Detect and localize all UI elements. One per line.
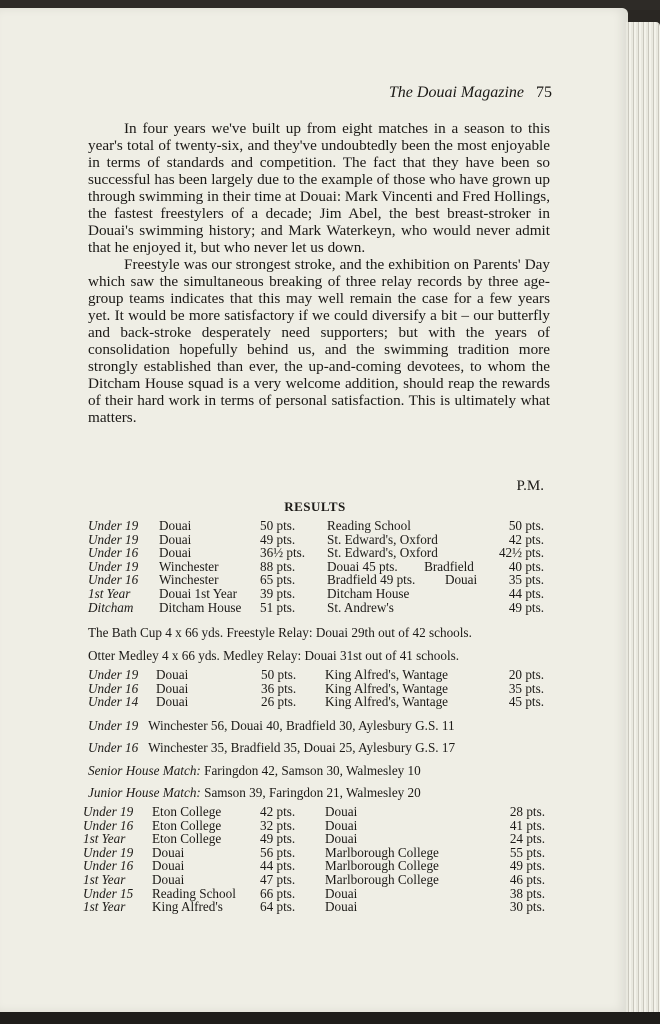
category: Under 16 <box>83 817 134 833</box>
away-score: 30 pts. <box>509 899 545 915</box>
home-team: Eton College <box>152 817 222 833</box>
away-score: 55 pts. <box>509 844 545 860</box>
magazine-title: The Douai Magazine <box>388 84 524 101</box>
home-team: Douai <box>156 694 189 710</box>
home-team: Ditcham House <box>159 599 242 615</box>
away-team: King Alfred's, Wantage <box>325 694 449 710</box>
away-score: 50 pts. <box>508 518 544 533</box>
otter-medley-line: Otter Medley 4 x 66 yds. Medley Relay: Douai 31st out of 41 schools. <box>88 648 460 663</box>
under-19-line <box>88 718 548 734</box>
home-team: Winchester <box>159 558 219 574</box>
results-heading: RESULTS <box>284 499 346 514</box>
result-row <box>83 805 545 819</box>
under-19-label: Under 19 <box>88 718 139 733</box>
away-score: 42½ pts. <box>498 545 544 561</box>
result-row <box>88 587 544 601</box>
away-score: 28 pts. <box>509 804 545 819</box>
result-row <box>83 819 545 833</box>
signature: P.M. <box>516 478 544 494</box>
away-score: 42 pts. <box>508 531 544 547</box>
away-team: St. Edward's, Oxford <box>327 545 438 561</box>
category: Ditcham <box>88 599 134 615</box>
running-header <box>389 84 552 102</box>
senior-house-label: Senior House Match: <box>88 763 201 778</box>
junior-house-line <box>88 785 548 801</box>
page-number: 75 <box>536 84 552 101</box>
away-score: 46 pts. <box>509 871 545 887</box>
home-score: 65 pts. <box>260 572 296 588</box>
junior-house-label: Junior House Match: <box>88 785 201 800</box>
home-score: 42 pts. <box>260 804 296 819</box>
category: Under 19 <box>88 667 139 682</box>
result-row <box>83 846 545 860</box>
category: Under 16 <box>88 572 139 588</box>
under-16-label: Under 16 <box>88 740 139 755</box>
home-team: Douai <box>156 680 189 696</box>
category: Under 19 <box>83 844 134 860</box>
home-score: 49 pts. <box>260 831 296 847</box>
category: Under 16 <box>88 680 139 696</box>
category: Under 16 <box>83 858 134 874</box>
result-row <box>88 573 544 587</box>
category: Under 15 <box>83 885 134 901</box>
category: Under 19 <box>88 518 139 533</box>
home-score: 26 pts. <box>261 694 297 710</box>
home-team: Reading School <box>152 885 236 901</box>
category: 1st Year <box>83 871 126 887</box>
home-team: Douai <box>152 858 185 874</box>
home-team: Douai <box>152 844 185 860</box>
away-team: Douai <box>325 804 358 819</box>
away-score: 24 pts. <box>509 831 545 847</box>
away-score: 35 pts. <box>508 680 544 696</box>
home-team: Douai <box>152 871 185 887</box>
away-team: Douai <box>325 817 358 833</box>
home-team: Douai 1st Year <box>159 585 238 601</box>
home-team: Eton College <box>152 804 222 819</box>
away-team: Douai <box>325 885 358 901</box>
away-team: St. Edward's, Oxford <box>327 531 438 547</box>
away-score: 45 pts. <box>508 694 544 710</box>
away-score: 38 pts. <box>509 885 545 901</box>
category: 1st Year <box>88 585 131 601</box>
home-team: King Alfred's <box>152 899 223 915</box>
junior-house-text: Samson 39, Faringdon 21, Walmesley 20 <box>204 785 421 800</box>
home-score: 39 pts. <box>260 585 296 601</box>
home-team: Winchester <box>159 572 219 588</box>
away-team: Douai 45 pts. Bradfield <box>327 558 474 574</box>
result-row <box>88 682 544 696</box>
home-score: 44 pts. <box>260 858 296 874</box>
home-score: 88 pts. <box>260 558 296 574</box>
scan-bottom-edge <box>0 1012 660 1024</box>
home-score: 49 pts. <box>260 531 296 547</box>
away-team: Douai <box>325 899 358 915</box>
home-team: Douai <box>159 545 192 561</box>
away-score: 49 pts. <box>509 858 545 874</box>
category: Under 16 <box>88 545 139 561</box>
home-score: 32 pts. <box>260 817 296 833</box>
away-score: 44 pts. <box>508 585 544 601</box>
category: 1st Year <box>83 831 126 847</box>
home-score: 36 pts. <box>261 680 297 696</box>
home-team: Douai <box>159 531 192 547</box>
category: Under 14 <box>88 694 139 710</box>
result-row <box>83 859 545 873</box>
result-row <box>88 668 544 682</box>
result-row <box>88 560 544 574</box>
away-team: Reading School <box>327 518 411 533</box>
home-score: 56 pts. <box>260 844 296 860</box>
senior-house-text: Faringdon 42, Samson 30, Walmesley 10 <box>204 763 421 778</box>
results-table-1 <box>88 519 544 614</box>
away-score: 41 pts. <box>509 817 545 833</box>
away-team: Marlborough College <box>325 858 439 874</box>
result-row <box>88 695 544 709</box>
home-score: 51 pts. <box>260 599 296 615</box>
away-team: Ditcham House <box>327 585 410 601</box>
article-body <box>88 120 550 426</box>
page-edges <box>626 22 660 1012</box>
category: Under 19 <box>88 558 139 574</box>
result-row <box>88 533 544 547</box>
home-team: Douai <box>156 667 189 682</box>
away-team: Douai <box>325 831 358 847</box>
result-row <box>83 900 545 914</box>
home-score: 66 pts. <box>260 885 296 901</box>
home-team: Eton College <box>152 831 222 847</box>
paragraph-2: Freestyle was our strongest stroke, and the exhibition on Parents' Day which saw the simultaneous breaking of three relay records by three age-group teams indicates that this may well remain the case for a few years yet. It would be more satisfactory if we could diversify a bit – our butterfly and back-stroke desperately need supporters; but with the years of consolidation hopefully behind us, and the swimming tradition more strongly established than ever, the up-and-coming devotees, to whom the Ditcham House squad is a very welcome addition, should reap the rewards of their hard work in terms of personal satisfaction. This is ultimately what matters. <box>88 256 550 426</box>
away-score: 20 pts. <box>508 667 544 682</box>
home-score: 50 pts. <box>261 667 297 682</box>
results-table-2 <box>88 668 544 709</box>
category: 1st Year <box>83 899 126 915</box>
away-score: 35 pts. <box>508 572 544 588</box>
bath-cup-line: The Bath Cup 4 x 66 yds. Freestyle Relay: Douai 29th out of 42 schools. <box>88 625 472 640</box>
away-score: 40 pts. <box>508 558 544 574</box>
away-team: Bradfield 49 pts. Douai <box>327 572 478 588</box>
home-team: Douai <box>159 518 192 533</box>
result-row <box>83 887 545 901</box>
result-row <box>88 601 544 615</box>
paragraph-1: In four years we've built up from eight matches in a season to this year's total of twenty-six, and they've undoubtedly been the most enjoyable in terms of standards and competition. The fact that they have been so successful has been largely due to the example of those who have grown up through swimming in their time at Douai: Mark Vincenti and Fred Hollings, the fastest freestylers of a decade; Jim Abel, the best breast-stroker in Douai's swimming history; and Mark Waterkeyn, who would never admit that he enjoyed it, but who never let us down. <box>88 120 550 256</box>
home-score: 47 pts. <box>260 871 296 887</box>
under-16-text: Winchester 35, Bradfield 35, Douai 25, Aylesbury G.S. 17 <box>148 740 456 755</box>
category: Under 19 <box>88 531 139 547</box>
home-score: 64 pts. <box>260 899 296 915</box>
away-team: Marlborough College <box>325 871 439 887</box>
results-table-3 <box>83 805 545 914</box>
away-score: 49 pts. <box>508 599 544 615</box>
home-score: 36½ pts. <box>260 545 306 561</box>
result-row <box>88 519 544 533</box>
result-row <box>83 832 545 846</box>
away-team: King Alfred's, Wantage <box>325 667 449 682</box>
away-team: St. Andrew's <box>327 599 394 615</box>
under-19-text: Winchester 56, Douai 40, Bradfield 30, Aylesbury G.S. 11 <box>148 718 455 733</box>
result-row <box>83 873 545 887</box>
away-team: Marlborough College <box>325 844 439 860</box>
result-row <box>88 546 544 560</box>
senior-house-line <box>88 763 548 779</box>
home-score: 50 pts. <box>260 518 296 533</box>
away-team: King Alfred's, Wantage <box>325 680 449 696</box>
category: Under 19 <box>83 804 134 819</box>
under-16-line <box>88 740 548 756</box>
